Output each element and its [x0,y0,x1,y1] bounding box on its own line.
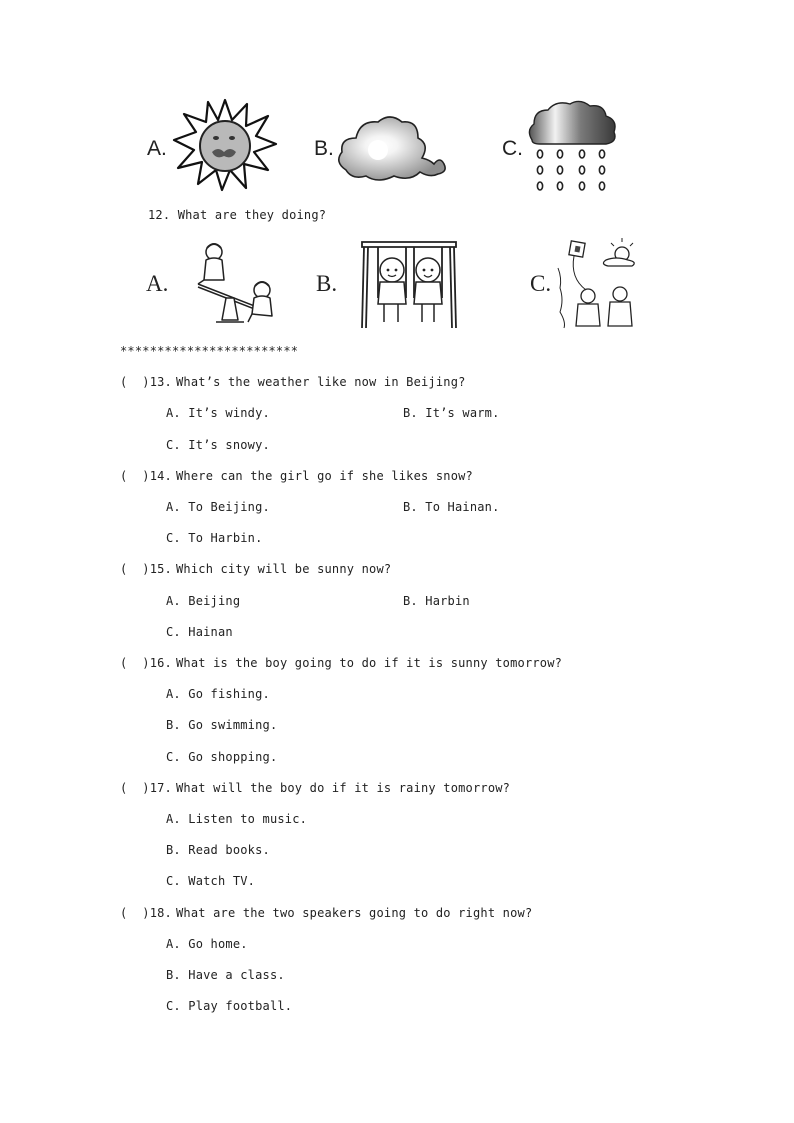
question-13-text: What’s the weather like now in Beijing? [176,375,466,389]
q16-option-b: B. Go swimming. [166,718,278,732]
answer-bracket-15[interactable]: ( )15. [120,562,172,576]
q14-option-a: A. To Beijing. [166,500,270,514]
option-b-label: B. [314,137,334,160]
option-c-label: C. [502,137,523,160]
kite-flying-icon [556,238,640,330]
answer-bracket-18[interactable]: ( )18. [120,906,172,920]
q14-option-b: B. To Hainan. [403,500,500,514]
answer-bracket-16[interactable]: ( )16. [120,656,172,670]
q15-option-c: C. Hainan [166,625,233,639]
q13-option-a: A. It’s windy. [166,406,270,420]
q18-option-a: A. Go home. [166,937,248,951]
swing-icon [358,238,460,330]
q16-option-c: C. Go shopping. [166,750,278,764]
question-16-text: What is the boy going to do if it is sunny tomorrow? [176,656,563,670]
option-c-label: C. [530,271,552,296]
q13-option-c: C. It’s snowy. [166,438,270,452]
q18-option-b: B. Have a class. [166,968,285,982]
option-b-label: B. [316,271,338,296]
question-17-text: What will the boy do if it is rainy tomorrow? [176,781,511,795]
question-18-text: What are the two speakers going to do right now? [176,906,533,920]
rain-cloud-icon [526,100,620,194]
answer-bracket-14[interactable]: ( )14. [120,469,172,483]
q17-option-a: A. Listen to music. [166,812,308,826]
sun-icon [172,98,278,192]
answer-bracket-13[interactable]: ( )13. [120,375,172,389]
q16-option-a: A. Go fishing. [166,687,270,701]
question-14-text: Where can the girl go if she likes snow? [176,469,473,483]
option-a-label: A. [146,271,169,296]
question-12-text: 12. What are they doing? [148,208,327,222]
q15-option-b: B. Harbin [403,594,470,608]
q13-option-b: B. It’s warm. [403,406,500,420]
q17-option-c: C. Watch TV. [166,874,256,888]
q17-option-b: B. Read books. [166,843,270,857]
q15-option-a: A. Beijing [166,594,241,608]
q14-option-c: C. To Harbin. [166,531,263,545]
question-15-text: Which city will be sunny now? [176,562,392,576]
q18-option-c: C. Play football. [166,999,293,1013]
divider-asterisks: ************************ [120,344,299,358]
option-a-label: A. [147,137,167,160]
answer-bracket-17[interactable]: ( )17. [120,781,172,795]
seesaw-icon [190,240,282,328]
cloud-icon [334,112,450,184]
